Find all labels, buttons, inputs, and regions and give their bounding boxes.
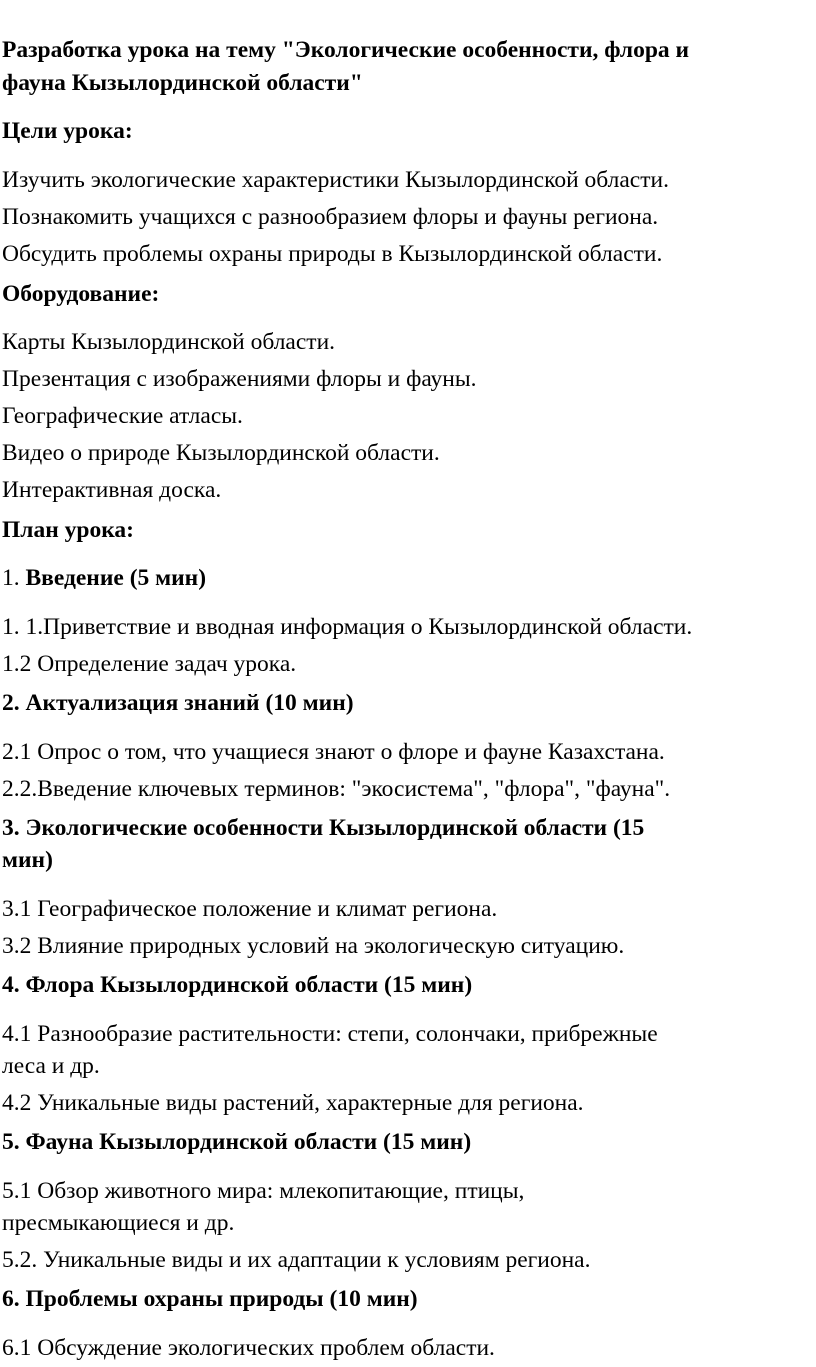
equipment-heading: Оборудование: (2, 281, 160, 307)
plan-item-line-1: 5.1 Обзор животного мира: млекопитающие, птицы, (2, 1178, 525, 1204)
equipment-item: Интерактивная доска. (2, 477, 222, 503)
section-2-title: 2. Актуализация знаний (10 мин) (2, 690, 354, 716)
plan-item: 4.2 Уникальные виды растений, характерные для региона. (2, 1090, 584, 1116)
plan-item: 1. 1.Приветствие и вводная информация о Кызылординской области. (2, 614, 693, 640)
section-4-title: 4. Флора Кызылординской области (15 мин) (2, 972, 473, 998)
plan-item: 3.2 Влияние природных условий на экологическую ситуацию. (2, 933, 625, 959)
goals-heading: Цели урока: (2, 118, 133, 144)
plan-item: 3.1 Географическое положение и климат региона. (2, 896, 498, 922)
plan-item: 2.2.Введение ключевых терминов: "экосистема", "флора", "фауна". (2, 776, 671, 802)
section-5-title: 5. Фауна Кызылординской области (15 мин) (2, 1129, 472, 1155)
document-title-line-1: Разработка урока на тему "Экологические особенности, флора и (2, 37, 690, 63)
plan-item-line-2: пресмыкающиеся и др. (2, 1210, 235, 1236)
goal-item: Изучить экологические характеристики Кызылординской области. (2, 167, 669, 193)
goal-item: Обсудить проблемы охраны природы в Кызылординской области. (2, 241, 663, 267)
plan-item-line-1: 4.1 Разнообразие растительности: степи, солончаки, прибрежные (2, 1021, 658, 1047)
plan-item: 6.1 Обсуждение экологических проблем области. (2, 1335, 495, 1361)
section-3-title-line-2: мин) (2, 847, 53, 873)
equipment-item: Видео о природе Кызылординской области. (2, 440, 440, 466)
plan-item: 1.2 Определение задач урока. (2, 651, 297, 677)
document-title-line-2: фауна Кызылординской области" (2, 70, 363, 96)
plan-item: 5.2. Уникальные виды и их адаптации к условиям региона. (2, 1247, 591, 1273)
section-6-title: 6. Проблемы охраны природы (10 мин) (2, 1286, 418, 1312)
section-3-title-line-1: 3. Экологические особенности Кызылординской области (15 (2, 815, 645, 841)
plan-heading: План урока: (2, 517, 134, 543)
equipment-item: Презентация с изображениями флоры и фауны. (2, 366, 477, 392)
goal-item: Познакомить учащихся с разнообразием флоры и фауны региона. (2, 204, 659, 230)
equipment-item: Карты Кызылординской области. (2, 329, 336, 355)
section-1-number: 1. (2, 565, 26, 591)
plan-item-line-2: леса и др. (2, 1053, 100, 1079)
section-1-title: Введение (5 мин) (25, 565, 207, 591)
plan-item: 2.1 Опрос о том, что учащиеся знают о флоре и фауне Казахстана. (2, 739, 665, 765)
section-1-heading (2, 563, 206, 593)
equipment-item: Географические атласы. (2, 403, 243, 429)
